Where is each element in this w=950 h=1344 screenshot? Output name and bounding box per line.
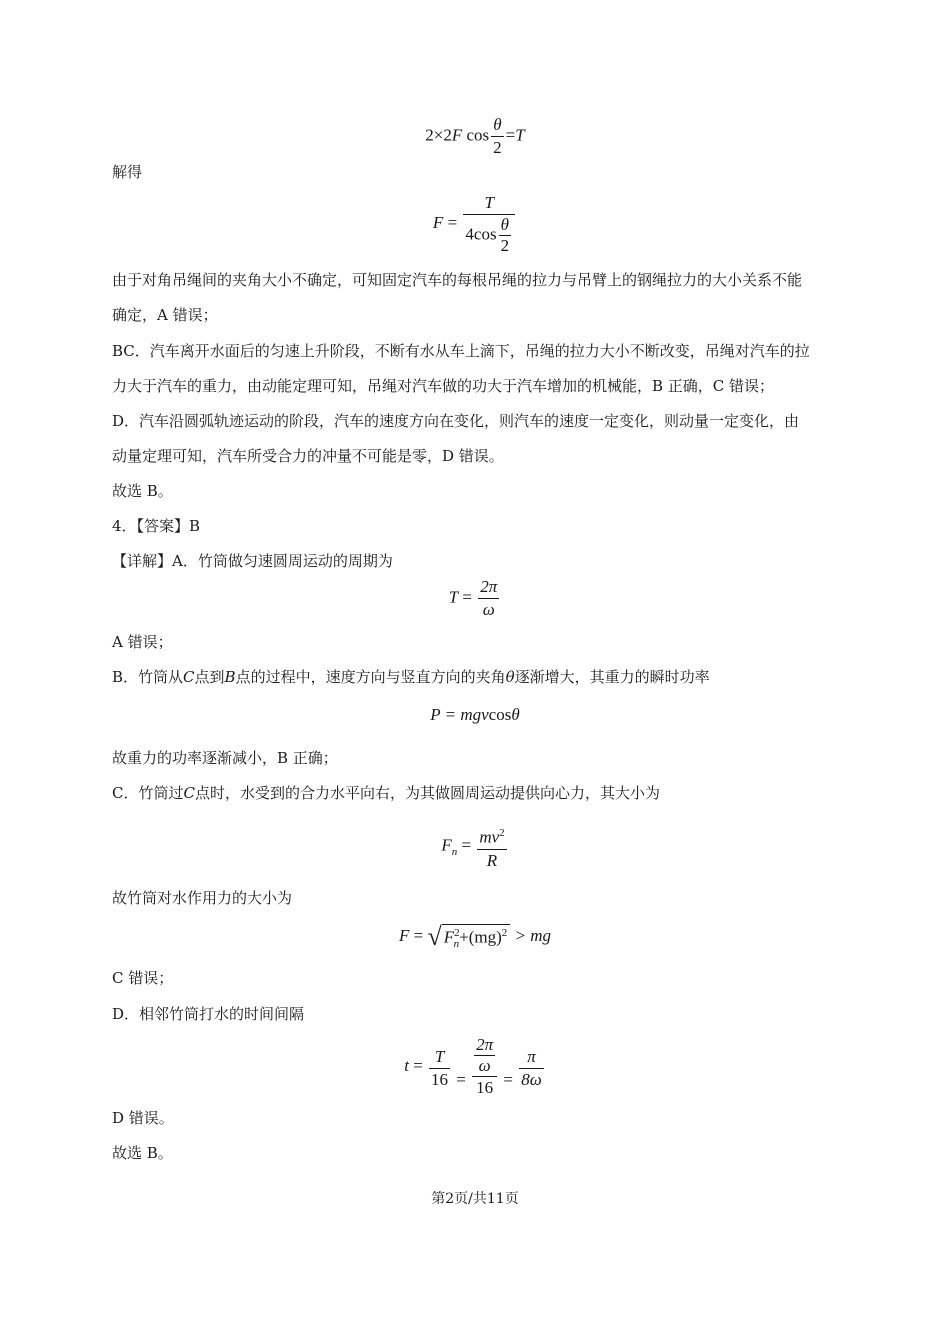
- eq-text: 4: [465, 224, 474, 244]
- frac-den: ω: [478, 1056, 491, 1075]
- text-span: 点到: [194, 668, 225, 686]
- eq-sign: =: [503, 1069, 514, 1089]
- equation-power: [0, 705, 950, 725]
- text-line: [112, 667, 840, 687]
- equation-tension-balance: [0, 114, 950, 159]
- text-line: 故选 B。: [112, 1144, 173, 1162]
- eq-func: cos: [488, 705, 512, 724]
- text-line: D．相邻竹筒打水的时间间隔: [112, 1005, 305, 1023]
- page-footer: 第2页/共11页: [431, 1191, 519, 1207]
- text-span: C．竹筒过: [112, 784, 184, 802]
- text-line: 解得: [112, 163, 143, 181]
- text-line: 【详解】A．竹筒做匀速圆周运动的周期为: [112, 552, 393, 570]
- text-span: 点的过程中，速度方向与竖直方向的夹角: [235, 668, 506, 686]
- eq-sign: =: [461, 835, 472, 855]
- eq-sign: =: [413, 1055, 423, 1075]
- eq-sign: =: [456, 1069, 466, 1089]
- frac-num: [472, 1035, 497, 1077]
- text-line: C 错误；: [112, 969, 174, 987]
- text-line: 动量定理可知，汽车所受合力的冲量不可能是零，D 错误。: [112, 447, 504, 465]
- eq-sup: 2: [499, 827, 505, 839]
- text-var: C: [183, 784, 195, 802]
- eq-var: F: [432, 212, 444, 232]
- eq-sub: n: [453, 938, 460, 951]
- text-line: 由于对角吊绳间的夹角大小不确定，可知固定汽车的每根吊绳的拉力与吊臂上的钢绳拉力的大小关系不能: [112, 271, 803, 289]
- eq-sup: 2: [454, 926, 460, 939]
- text-line: 力大于汽车的重力，由动能定理可知，吊绳对汽车做的功大于汽车增加的机械能，B 正确，C 错误；: [112, 377, 775, 395]
- eq-var: F: [451, 125, 463, 145]
- frac-den: 16: [431, 1069, 449, 1089]
- eq-var: mv: [479, 827, 500, 847]
- text-line: [112, 783, 840, 803]
- text-span: B．竹筒从: [112, 668, 184, 686]
- eq-sup: 2: [501, 926, 508, 939]
- text-var: B: [224, 668, 236, 686]
- eq-var: t: [404, 1055, 409, 1075]
- frac-den: [463, 215, 515, 256]
- text-var: θ: [505, 668, 515, 686]
- text-line: 故重力的功率逐渐减小，B 正确；: [112, 749, 338, 767]
- frac-num: θ: [491, 114, 504, 137]
- equation-net-force: [0, 922, 950, 952]
- eq-sign: =: [505, 125, 516, 145]
- eq-sub: n: [451, 846, 458, 859]
- text-span: 逐渐增大，其重力的瞬时功率: [514, 668, 710, 686]
- frac-den: R: [486, 850, 498, 870]
- eq-func: cos: [466, 125, 490, 145]
- eq-sign: =: [447, 212, 458, 232]
- eq-var: T: [515, 125, 525, 145]
- text-line: BC．汽车离开水面后的匀速上升阶段，不断有水从车上滴下，吊绳的拉力大小不断改变，吊绳对汽车的拉: [112, 342, 810, 360]
- eq-text: +(mg): [459, 927, 502, 947]
- equation-centripetal: [0, 822, 950, 872]
- eq-sign: =: [462, 587, 473, 607]
- equation-solve-F: [0, 192, 950, 256]
- equation-time-interval: [0, 1035, 950, 1099]
- frac-num: T: [429, 1046, 450, 1069]
- eq-text: 2×2: [425, 125, 452, 145]
- equation-period: [0, 576, 950, 621]
- frac-den: 16: [476, 1078, 494, 1097]
- eq-var: F: [441, 835, 452, 855]
- radical-sign: √: [427, 922, 442, 951]
- frac-num: T: [463, 192, 515, 215]
- frac-num: π: [519, 1046, 544, 1069]
- eq-var: T: [448, 587, 459, 607]
- eq-text: > mg: [514, 925, 552, 945]
- eq-sign: =: [413, 925, 424, 945]
- text-line: 故竹筒对水作用力的大小为: [112, 889, 293, 907]
- text-line: D．汽车沿圆弧轨迹运动的阶段，汽车的速度方向在变化，则汽车的速度一定变化，则动量一定变化，由: [112, 412, 800, 430]
- eq-func: cos: [473, 224, 497, 244]
- text-var: C: [183, 668, 195, 686]
- frac-den: 8ω: [521, 1069, 542, 1089]
- text-line: A 错误；: [112, 633, 173, 651]
- eq-var: θ: [511, 705, 520, 724]
- frac-num: [477, 822, 506, 850]
- eq-text: P = mgv: [430, 705, 489, 724]
- sqrt: [427, 922, 510, 952]
- text-line: 确定，A 错误；: [112, 306, 218, 324]
- text-line: D 错误。: [112, 1109, 174, 1127]
- eq-var: F: [443, 927, 455, 947]
- frac-num: 2π: [478, 576, 499, 599]
- frac-num: 2π: [476, 1035, 494, 1054]
- eq-var: F: [398, 925, 410, 945]
- text-line: 故选 B。: [112, 482, 173, 500]
- frac-den: 2: [493, 138, 502, 157]
- frac-den: 2: [500, 236, 510, 255]
- answer-heading: 4．【答案】B: [112, 517, 201, 535]
- frac-den: ω: [482, 600, 495, 619]
- frac-num: θ: [499, 215, 512, 236]
- text-span: 点时，水受到的合力水平向右，为其做圆周运动提供向心力，其大小为: [194, 784, 660, 802]
